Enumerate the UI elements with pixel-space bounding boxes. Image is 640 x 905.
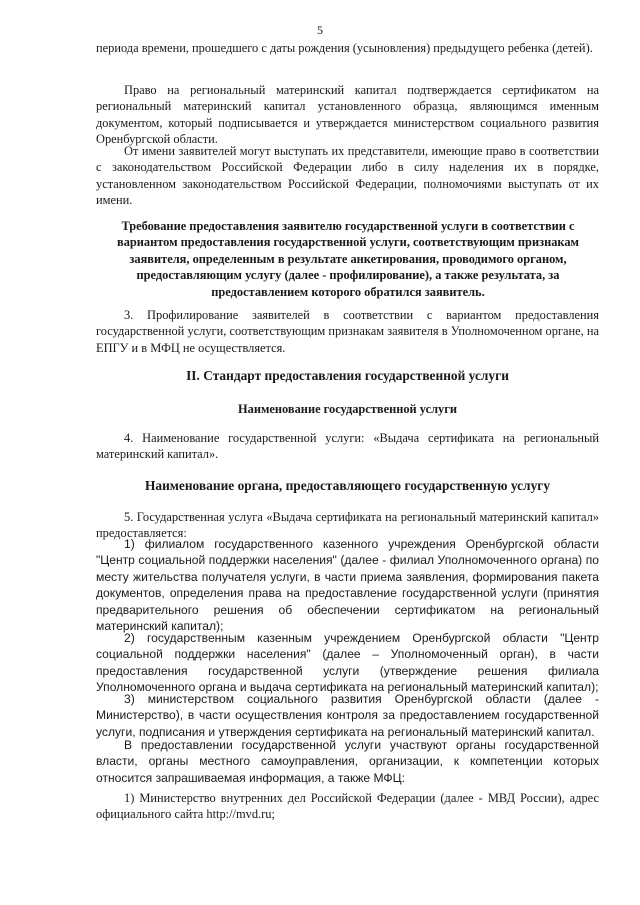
- list-item-authorized-organ: 2) государственным казенным учреждением Оренбургской области "Центр социальной поддержки населения" (далее – Уполномоченный орган), в части предоставления государственной услуги (утверждение решения филиала Уполномоченного органа и выдача сертификата на региональный материнский капитал);: [96, 631, 599, 695]
- paragraph-participating-bodies: В предоставлении государственной услуги участвуют органы государственной власти, органы местного самоуправления, организации, к компетенции которых относится запрашиваемая информация, а также МФЦ:: [96, 738, 599, 785]
- paragraph-5-provided-by: 5. Государственная услуга «Выдача сертификата на региональный материнский капитал» предоставляется:: [96, 510, 599, 541]
- list-item-mvd: 1) Министерство внутренних дел Российской Федерации (далее - МВД России), адрес официального сайта http://mvd.ru;: [96, 791, 599, 822]
- subheading-service-name: Наименование государственной услуги: [237, 402, 458, 416]
- paragraph-4-service-name: 4. Наименование государственной услуги: «Выдача сертификата на региональный материнский капитал».: [96, 431, 599, 462]
- list-item-branch: 1) филиалом государственного казенного учреждения Оренбургской области "Центр социальной поддержки населения" (далее - филиал Уполномоченного органа) по месту жительства получателя услуги, в части приема заявления, формирования пакета документов, определения права на предоставление государственной услуги (принятия предварительного решения об обеспечении сертификатом на региональный материнский капитал);: [96, 537, 599, 634]
- page-number: 5: [317, 23, 323, 37]
- list-item-ministry: 3) министерством социального развития Оренбургской области (далее - Министерство), в части осуществления контроля за предоставлением государственной услуги, подписания и утверждения сертификата на региональный материнский капитал.: [96, 692, 599, 739]
- section-title-standard: II. Стандарт предоставления государственной услуги: [186, 368, 509, 383]
- paragraph-representatives: От имени заявителей могут выступать их представители, имеющие право в соответствии с законодательством Российской Федерации либо в силу наделения их в порядке, установленном законодательством Российской Федерации, полномочиями выступать от их имени.: [96, 144, 599, 208]
- paragraph-certificate: Право на региональный материнский капитал подтверждается сертификатом на региональный материнский капитал установленного образца, являющимся именным документом, который подписывается и утверждается министерством социального развития Оренбургской области.: [96, 83, 599, 147]
- paragraph-3-profiling: 3. Профилирование заявителей в соответствии с вариантом предоставления государственной услуги, соответствующим признакам заявителя в Уполномоченном органе, на ЕПГУ и в МФЦ не осуществляется.: [96, 308, 599, 355]
- subheading-providing-organ: Наименование органа, предоставляющего государственную услугу: [144, 478, 551, 493]
- paragraph-previous-child-period: периода времени, прошедшего с даты рождения (усыновления) предыдущего ребенка (детей).: [96, 41, 593, 55]
- heading-profiling-requirement: Требование предоставления заявителю государственной услуги в соответствии с вариантом предоставления государственной услуги, соответствующим признакам заявителя, определенным в результате анкетирования, проводимого органом, предоставляющим услугу (далее - профилирование), а также результата, за предоставлением которого обратился заявитель.: [117, 219, 579, 299]
